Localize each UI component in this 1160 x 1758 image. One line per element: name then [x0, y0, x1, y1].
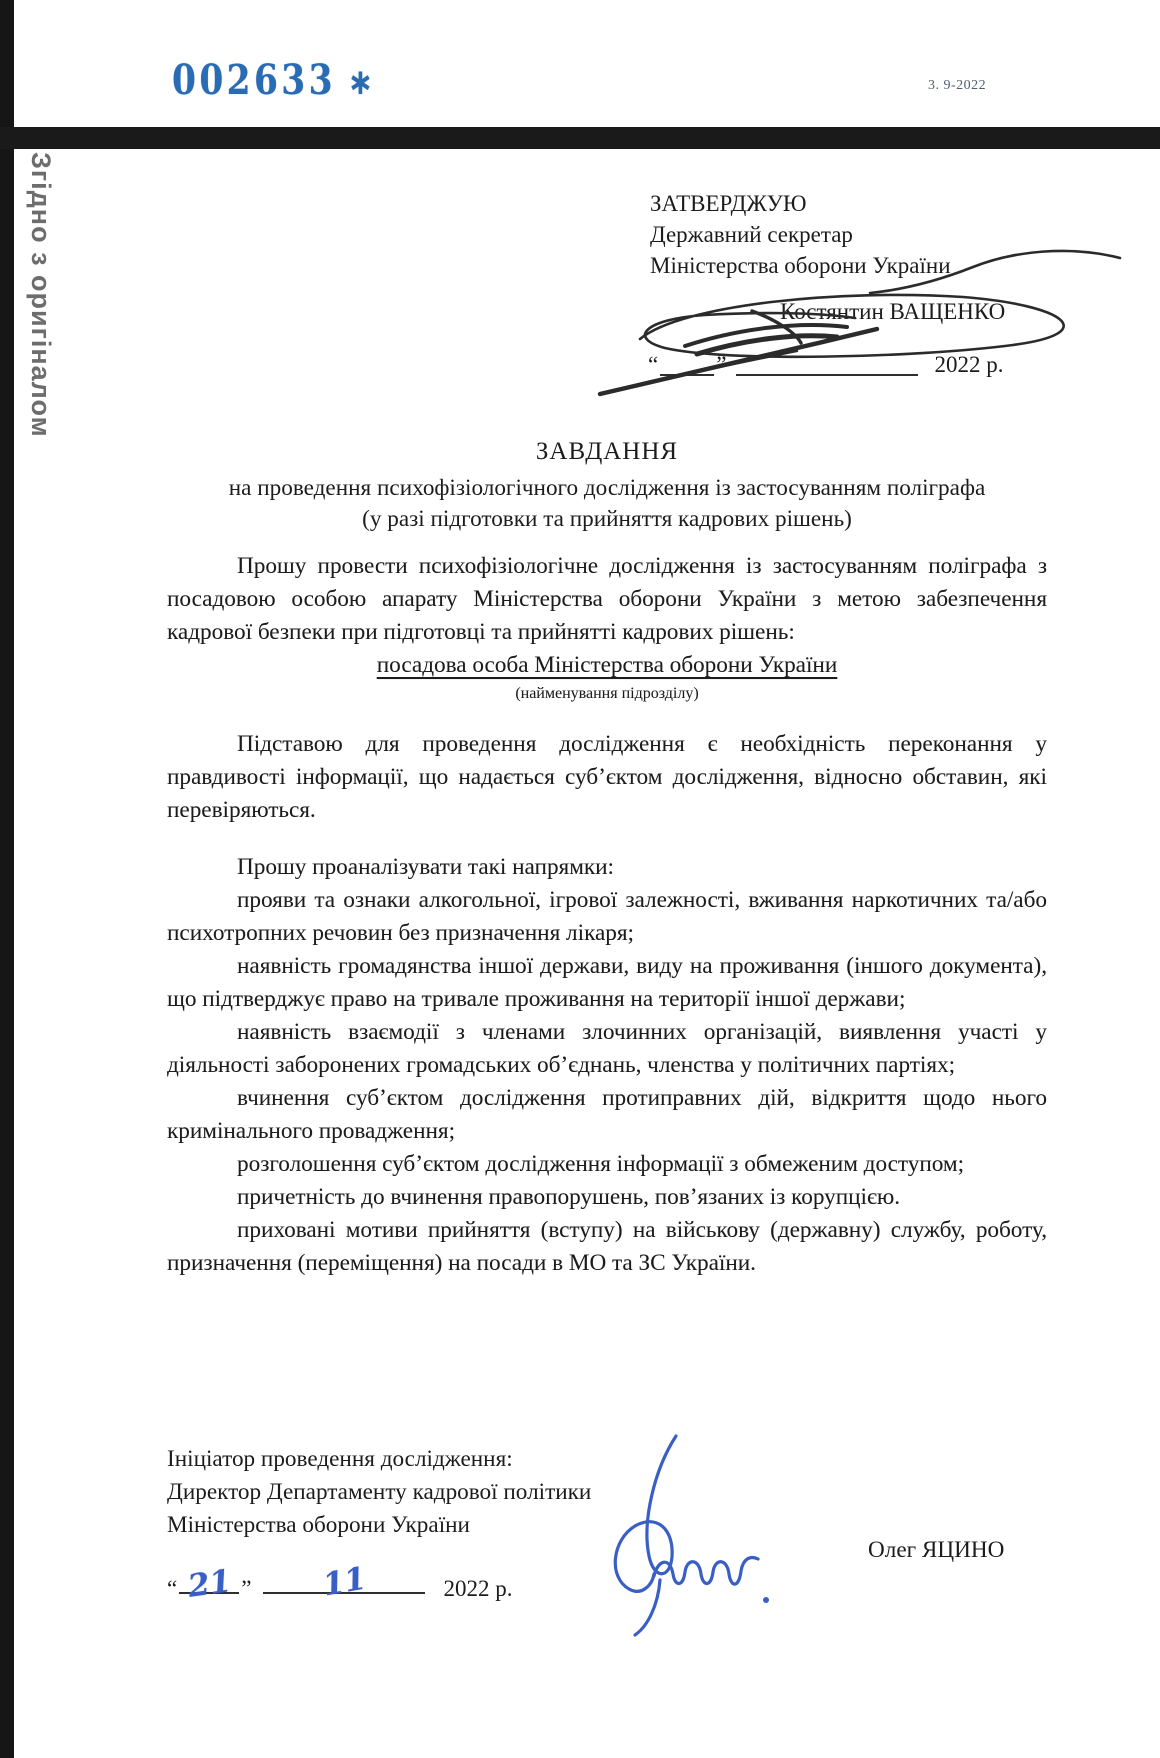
registration-stamp	[172, 56, 373, 104]
handwritten-day: 21	[185, 1563, 234, 1605]
document-subtitle-line1: на проведення психофізіологічного дослідження із застосуванням поліграфа	[228, 475, 986, 501]
unit-caption: (найменування підрозділу)	[515, 685, 699, 702]
approval-block	[650, 188, 951, 281]
initiator-signature	[548, 1428, 788, 1643]
document-title-block	[167, 438, 1047, 534]
handwritten-month: 11	[320, 1560, 369, 1604]
approver-position-line2: Міністерства оборони України	[650, 253, 951, 278]
open-quote: “	[167, 1576, 178, 1601]
unit-name-underlined: посадова особа Міністерства оборони України	[376, 652, 838, 678]
paragraph-request: Прошу провести психофізіологічне дослідження із застосуванням поліграфа з посадовою особою апарату Міністерства оборони України з метою забезпечення кадрової безпеки при підготовці та прийнятті кадрових рішень:	[167, 553, 1047, 645]
approval-date-day-blank	[660, 354, 714, 376]
approval-year-label: 2022 р.	[934, 352, 1004, 377]
registration-stamp-number: 002633	[172, 56, 336, 104]
close-quote: ”	[241, 1576, 252, 1601]
open-quote: “	[648, 352, 659, 377]
direction-item: причетність до вчинення правопорушень, пов’язаних із корупцією.	[237, 1184, 901, 1210]
approval-date-month-blank	[736, 354, 918, 376]
approver-name: Костянтин ВАЩЕНКО	[780, 299, 1006, 324]
initiator-position-line2: Міністерства оборони України	[167, 1512, 470, 1538]
direction-item: приховані мотиви прийняття (вступу) на військову (державну) службу, роботу, призначення (переміщення) на посади в МО та ЗС України.	[167, 1217, 1047, 1276]
directions-intro: Прошу проаналізувати такі напрямки:	[237, 854, 614, 880]
document-title: ЗАВДАННЯ	[535, 438, 679, 465]
direction-item: розголошення суб’єктом дослідження інформації з обмеженим доступом;	[237, 1151, 965, 1177]
certified-copy-side-note: Згідно з оригіналом	[26, 152, 56, 438]
direction-item: прояви та ознаки алкогольної, ігрової залежності, вживання наркотичних та/або психотропних речовин без призначення лікаря;	[167, 887, 1047, 946]
initiator-name: Олег ЯЦИНО	[868, 1537, 1005, 1563]
direction-item: наявність взаємодії з членами злочинних організацій, виявлення участі у діяльності заборонених громадських об’єднань, членства у політичних партіях;	[167, 1019, 1047, 1078]
direction-item: вчинення суб’єктом дослідження протиправних дій, відкриття щодо нього кримінального провадження;	[167, 1085, 1047, 1144]
direction-item: наявність громадянства іншої держави, виду на проживання (іншого документа), що підтверджує право на тривале проживання на території іншої держави;	[167, 953, 1047, 1012]
approval-date-line	[648, 352, 1003, 378]
date-month-underline	[263, 1560, 425, 1604]
initiator-label: Ініціатор проведення дослідження:	[167, 1446, 513, 1472]
document-subtitle-line2: (у разі підготовки та прийняття кадрових рішень)	[362, 506, 852, 532]
stamp-asterisk-icon: ∗	[347, 62, 374, 103]
footer-year-label: 2022 р.	[443, 1576, 513, 1601]
reference-note: 3. 9-2022	[928, 78, 987, 93]
scan-horizontal-band	[0, 127, 1160, 149]
initiator-date-line	[167, 1560, 513, 1605]
approver-position-line1: Державний секретар	[650, 222, 853, 247]
close-quote: ”	[716, 352, 727, 377]
scan-left-edge	[0, 0, 14, 1758]
document-body	[167, 550, 1047, 1280]
approval-heading: ЗАТВЕРДЖУЮ	[650, 191, 807, 216]
paragraph-basis: Підставою для проведення дослідження є необхідність переконання у правдивості інформації, що надається суб’єктом дослідження, відносно обставин, які перевіряються.	[167, 731, 1047, 823]
date-day-underline	[179, 1563, 239, 1605]
initiator-position-line1: Директор Департаменту кадрової політики	[167, 1479, 592, 1505]
